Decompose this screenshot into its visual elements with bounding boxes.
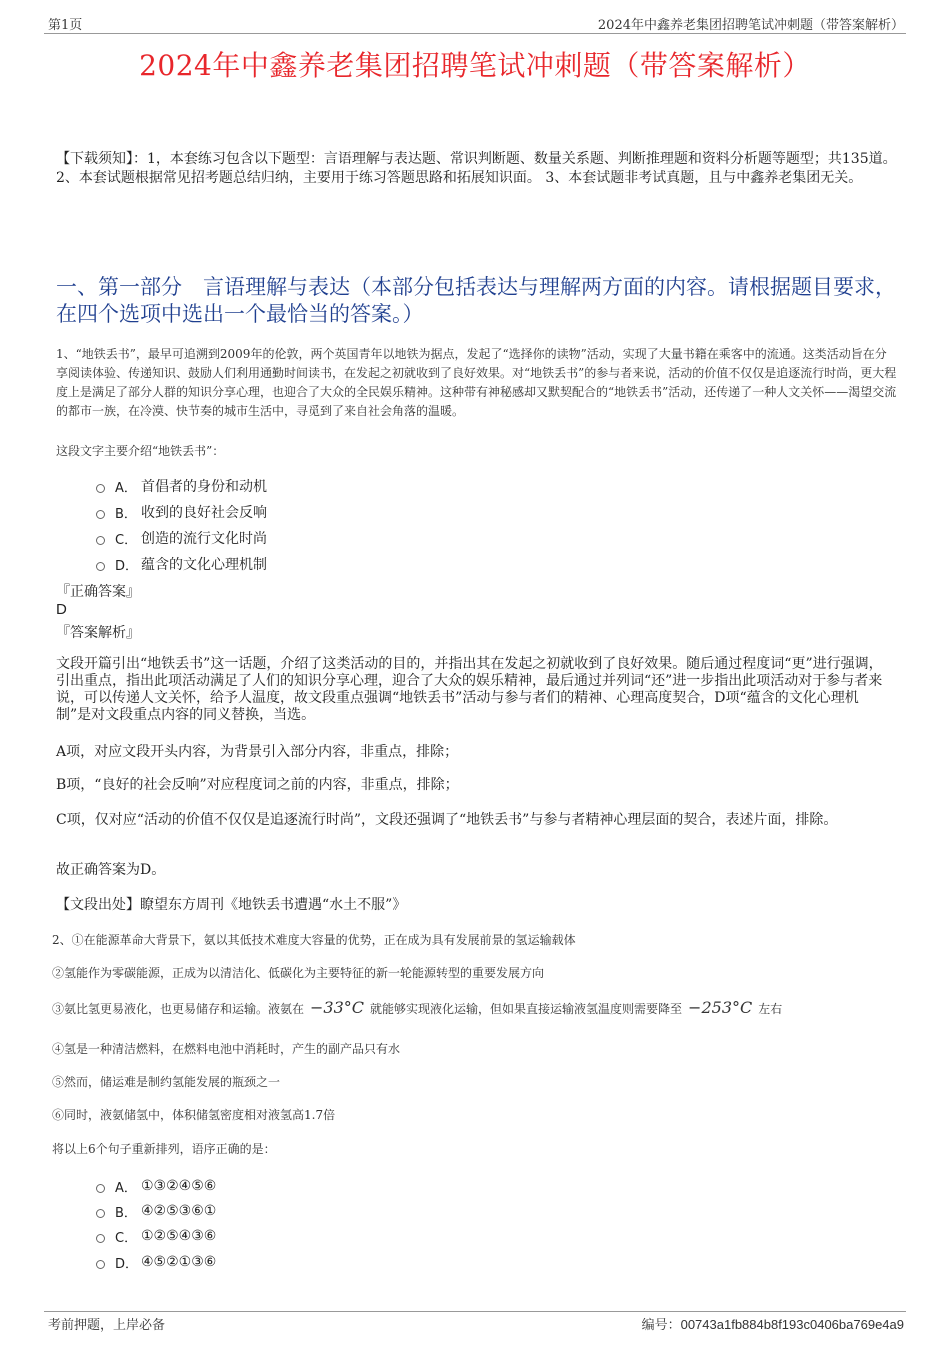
- radio-icon[interactable]: [96, 1184, 105, 1193]
- download-notice: 【下载须知】：1，本套练习包含以下题型：言语理解与表达题、常识判断题、数量关系题、判断推理题和资料分析题等题型；共135道。 2、本套试题根据常见招考题总结归纳，主要用于练习答题思路和拓展知识面。 3、本套试题非考试真题，且与中鑫养老集团无关。: [56, 151, 897, 186]
- q2-sentence-4: ④氢是一种清洁燃料，在燃料电池中消耗时，产生的副产品只有水: [52, 1042, 401, 1056]
- q2-option-a[interactable]: [96, 1176, 216, 1196]
- option-letter: B．: [115, 1205, 137, 1221]
- radio-icon[interactable]: [96, 1234, 105, 1243]
- q2-option-d[interactable]: [96, 1252, 216, 1272]
- q1-option-c[interactable]: [96, 528, 267, 548]
- radio-icon[interactable]: [96, 562, 105, 571]
- option-text: 创造的流行文化时尚: [141, 531, 267, 547]
- footer-slogan: 考前押题，上岸必备: [48, 1318, 166, 1333]
- analysis-paragraph: 文段开篇引出“地铁丢书”这一话题，介绍了这类活动的目的，并指出其在发起之初就收到了良好效果。随后通过程度词“更”进行强调，引出重点，指出此项活动满足了人们的知识分享心理，迎合了大众的娱乐精神，最后通过并列词“还”进一步指出此项活动对于参与者来说，可以传递人文关怀，给予人温度，故文段重点强调“地铁丢书”活动与参与者们的精神、心理高度契合，D项“蕴含的文化心理机制”是对文段重点内容的同义替换，当选。: [56, 656, 883, 723]
- option-letter: A．: [115, 480, 137, 496]
- option-text: ①②⑤④③⑥: [141, 1228, 217, 1244]
- header-divider: [44, 33, 906, 34]
- q1-option-b[interactable]: [96, 502, 267, 522]
- sentence-3-part-2: 就能够实现液化运输，但如果直接运输液氢温度则需要降至: [370, 1002, 683, 1016]
- radio-icon[interactable]: [96, 1209, 105, 1218]
- option-letter: B．: [115, 506, 137, 522]
- analysis-option-a: A项，对应文段开头内容，为背景引入部分内容，非重点，排除；: [56, 744, 459, 760]
- footer-divider: [44, 1311, 906, 1312]
- option-letter: D．: [115, 1256, 139, 1272]
- analysis-option-b: B项，“良好的社会反响”对应程度词之前的内容，非重点，排除；: [56, 777, 459, 793]
- q2-sentence-5: ⑤然而，储运难是制约氢能发展的瓶颈之一: [52, 1075, 281, 1089]
- sentence-3-part-1: ③氨比氢更易液化，也更易储存和运输。液氨在: [52, 1002, 305, 1016]
- document-code-value: 00743a1fb884b8f193c0406ba769e4a9: [680, 1317, 904, 1332]
- option-letter: C．: [115, 1230, 138, 1246]
- sentence-3-part-3: 左右: [758, 1002, 783, 1016]
- question-1-text: 1、“地铁丢书”，最早可追溯到2009年的伦敦，两个英国青年以地铁为据点，发起了“选择你的读物”活动，实现了大量书籍在乘客中的流通。这类活动旨在分享阅读体验、传递知识、鼓励人们利用通勤时间读书，在发起之初就收到了良好效果。对“地铁丢书”的参与者来说，活动的价值不仅仅是追逐流行时尚，更大程度上是满足了部分人群的知识分享心理，也迎合了大众的全民娱乐精神。这种带有神秘感却又默契配合的“地铁丢书”活动，还传递了一种人文关怀——渴望交流的都市一族，在冷漠、快节奏的城市生活中，寻觅到了来自社会角落的温暖。: [56, 347, 897, 418]
- temperature-value-1: −33°C: [310, 998, 365, 1017]
- radio-icon[interactable]: [96, 510, 105, 519]
- option-text: ①③②④⑤⑥: [141, 1178, 217, 1194]
- option-text: 蕴含的文化心理机制: [141, 557, 267, 573]
- question-2-prompt: 将以上6个句子重新排列，语序正确的是：: [52, 1142, 276, 1156]
- analysis-conclusion: 故正确答案为D。: [56, 862, 166, 878]
- radio-icon[interactable]: [96, 484, 105, 493]
- option-letter: D．: [115, 558, 139, 574]
- q2-option-c[interactable]: [96, 1226, 216, 1246]
- q1-option-a[interactable]: [96, 476, 267, 496]
- analysis-label: 『答案解析』: [56, 625, 140, 641]
- radio-icon[interactable]: [96, 1260, 105, 1269]
- analysis-option-c: C项，仅对应“活动的价值不仅仅是追逐流行时尚”，文段还强调了“地铁丢书”与参与者精神心理层面的契合，表述片面，排除。: [56, 812, 838, 828]
- option-text: ④⑤②①③⑥: [141, 1254, 217, 1270]
- section-heading: 一、第一部分 言语理解与表达（本部分包括表达与理解两方面的内容。请根据题目要求，在四个选项中选出一个最恰当的答案。）: [56, 275, 896, 326]
- document-code: [642, 1314, 904, 1333]
- option-letter: A．: [115, 1180, 137, 1196]
- document-code-label: 编号：: [641, 1318, 681, 1333]
- page-title: 2024年中鑫养老集团招聘笔试冲刺题（带答案解析）: [139, 49, 811, 82]
- correct-answer-label: 『正确答案』: [56, 584, 140, 600]
- option-text: ④②⑤③⑥①: [141, 1203, 217, 1219]
- q2-sentence-3: [52, 998, 902, 1019]
- q1-option-d[interactable]: [96, 554, 267, 574]
- analysis-source: 【文段出处】瞭望东方周刊《地铁丢书遭遇“水土不服”》: [56, 897, 407, 913]
- page-number: 第1页: [48, 18, 83, 33]
- option-text: 首倡者的身份和动机: [141, 479, 267, 495]
- option-letter: C．: [115, 532, 138, 548]
- option-text: 收到的良好社会反响: [141, 505, 267, 521]
- temperature-value-2: −253°C: [688, 998, 753, 1017]
- q2-option-b[interactable]: [96, 1201, 216, 1221]
- q2-sentence-6: ⑥同时，液氨储氢中，体积储氢密度相对液氢高1.7倍: [52, 1108, 336, 1122]
- q2-sentence-2: ②氢能作为零碳能源，正成为以清洁化、低碳化为主要特征的新一轮能源转型的重要发展方向: [52, 966, 545, 980]
- q2-sentence-1: 2、①在能源革命大背景下，氨以其低技术难度大容量的优势，正在成为具有发展前景的氢运输载体: [52, 933, 576, 947]
- correct-answer-value: D: [56, 601, 67, 618]
- radio-icon[interactable]: [96, 536, 105, 545]
- question-1-prompt: 这段文字主要介绍“地铁丢书”：: [56, 444, 225, 458]
- header-doc-title: 2024年中鑫养老集团招聘笔试冲刺题（带答案解析）: [597, 18, 904, 33]
